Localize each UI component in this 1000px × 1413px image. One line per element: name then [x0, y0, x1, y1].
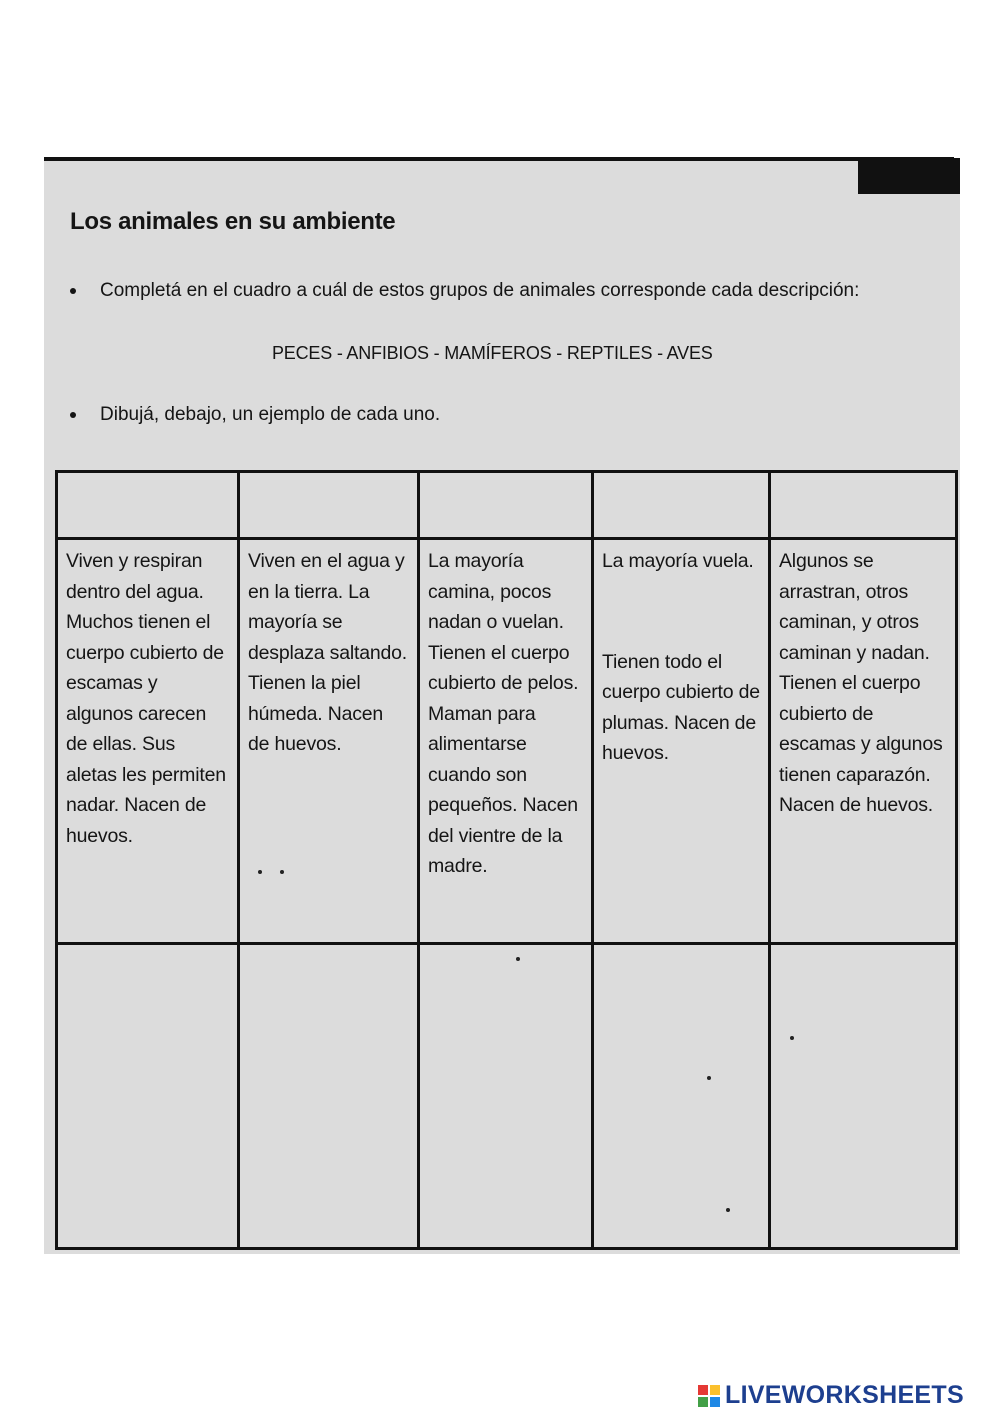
brand-name: LIVEWORKSHEETS: [725, 1381, 964, 1409]
answer-cell[interactable]: [419, 472, 593, 539]
liveworksheets-logo-icon: [698, 1385, 720, 1407]
description-text-extra: Tienen todo el cuerpo cubierto de plumas. Nacen de huevos.: [602, 650, 760, 764]
description-text: Viven y respiran dentro del agua. Muchos tienen el cuerpo cubierto de escamas y algunos carecen de ellas. Sus aletas les permiten nadar. Nacen de huevos.: [66, 550, 226, 847]
top-rule: [44, 157, 954, 161]
answer-cell[interactable]: [770, 472, 957, 539]
instruction-complete: [70, 280, 859, 302]
description-text: Algunos se arrastran, otros caminan, y otros caminan y nadan. Tienen el cuerpo cubierto de escamas y algunos tienen caparazón. Nacen de huevos.: [779, 550, 943, 816]
answer-cell[interactable]: [593, 472, 770, 539]
logo-square: [710, 1397, 720, 1407]
classification-table: [55, 470, 958, 1250]
instruction-text: Completá en el cuadro a cuál de estos grupos de animales corresponde cada descripción:: [100, 280, 860, 301]
scan-speck: [726, 1208, 730, 1212]
description-cell: [419, 539, 593, 944]
description-text: La mayoría camina, pocos nadan o vuelan. Tienen el cuerpo cubierto de pelos. Maman para alimentarse cuando son pequeños. Nacen del vientre de la madre.: [428, 550, 579, 877]
drawing-cell[interactable]: [593, 944, 770, 1249]
worksheet-title: Los animales en su ambiente: [70, 208, 396, 235]
animal-groups-list: PECES - ANFIBIOS - MAMÍFEROS - REPTILES - AVES: [272, 343, 713, 363]
drawing-cell[interactable]: [770, 944, 957, 1249]
scan-speck: [516, 957, 520, 961]
answer-cell[interactable]: [239, 472, 419, 539]
drawing-cell[interactable]: [239, 944, 419, 1249]
drawing-row: [57, 944, 957, 1249]
scan-speck: [790, 1036, 794, 1040]
logo-square: [710, 1385, 720, 1395]
drawing-cell[interactable]: [419, 944, 593, 1249]
description-text: La mayoría vuela.: [602, 550, 754, 572]
liveworksheets-brand: [698, 1381, 964, 1410]
answer-cell[interactable]: [57, 472, 239, 539]
answer-row: [57, 472, 957, 539]
scan-speck: [707, 1076, 711, 1080]
description-cell: [770, 539, 957, 944]
logo-square: [698, 1385, 708, 1395]
description-cell: [593, 539, 770, 944]
description-cell: [57, 539, 239, 944]
instruction-draw: [70, 404, 440, 426]
corner-mark: [858, 158, 960, 194]
logo-square: [698, 1397, 708, 1407]
scan-speck: [280, 870, 284, 874]
description-cell: [239, 539, 419, 944]
bullet-icon: [70, 288, 76, 294]
bullet-icon: [70, 412, 76, 418]
drawing-cell[interactable]: [57, 944, 239, 1249]
description-text: Viven en el agua y en la tierra. La mayoría se desplaza saltando. Tienen la piel húmeda. Nacen de huevos.: [248, 550, 408, 755]
scan-speck: [258, 870, 262, 874]
instruction-text: Dibujá, debajo, un ejemplo de cada uno.: [100, 404, 441, 425]
description-row: [57, 539, 957, 944]
